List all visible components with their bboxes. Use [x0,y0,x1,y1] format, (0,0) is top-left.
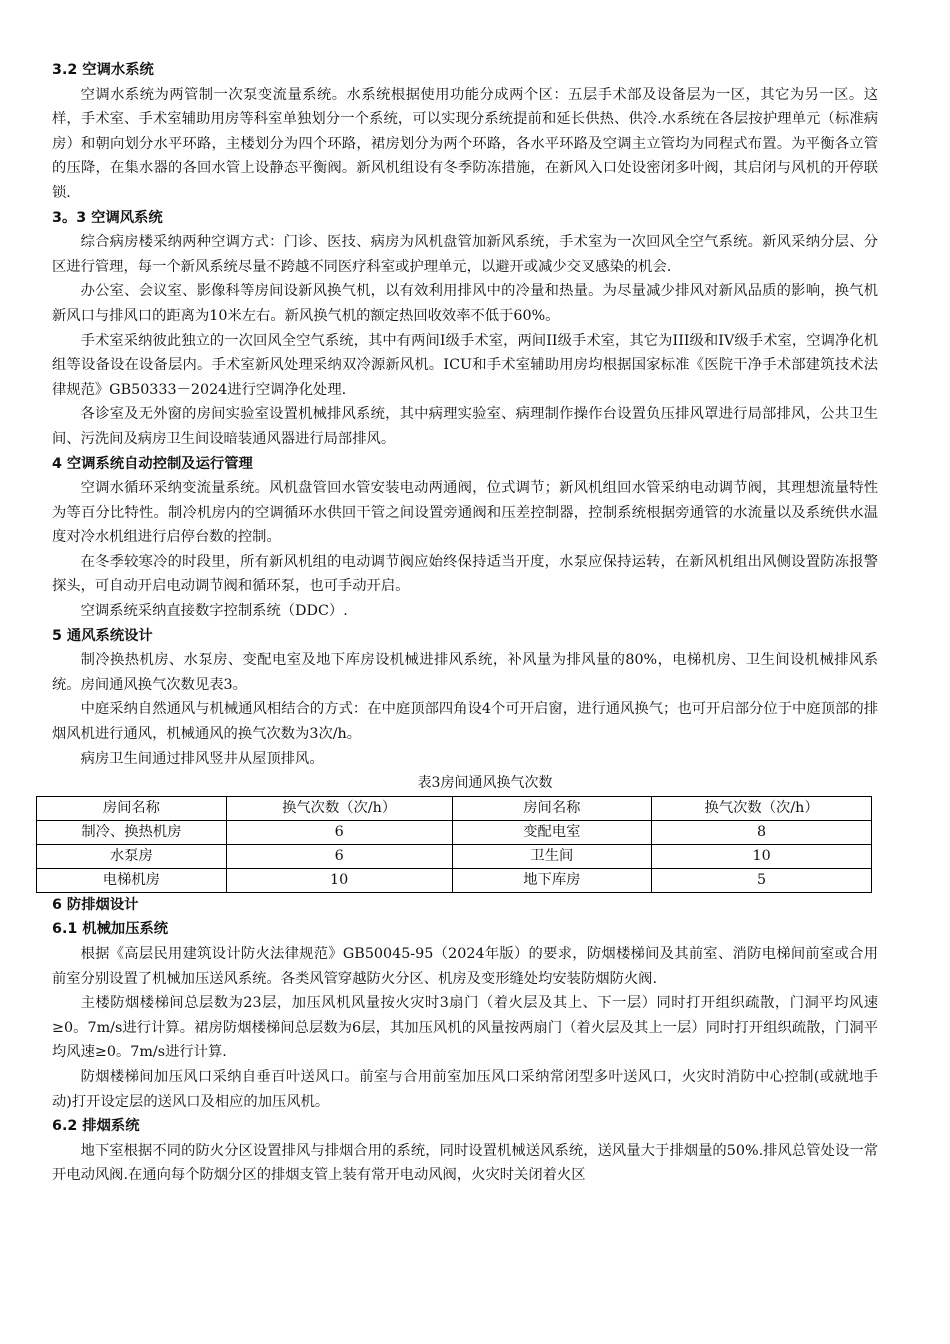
table-header-cell: 房间名称 [37,796,227,820]
table-cell: 变配电室 [452,820,652,844]
body-paragraph: 防烟楼梯间加压风口采纳自垂百叶送风口。前室与合用前室加压风口采纳常闭型多叶送风口，火灾时消防中心控制(或就地手动)打开设定层的送风口及相应的加压风机。 [52,1068,878,1110]
body-paragraph: 办公室、会议室、影像科等房间设新风换气机，以有效利用排风中的冷量和热量。为尽量减少排风对新风品质的影响，换气机新风口与排风口的距离为10米左右。新风换气机的额定热回收效率不低于60%。 [52,283,878,324]
body-paragraph: 制冷换热机房、水泵房、变配电室及地下库房设机械进排风系统，补风量为排风量的80%，电梯机房、卫生间设机械排风系统。房间通风换气次数见表3。 [52,652,878,693]
table-cell: 10 [226,868,452,892]
table-cell: 水泵房 [37,844,227,868]
body-paragraph: 空调水循环采纳变流量系统。风机盘管回水管安装电动两通阀，位式调节；新风机组回水管采纳电动调节阀，其理想流量特性为等百分比特性。制冷机房内的空调循环水供回干管之间设置旁通阀和压差控制器，控制系统根据旁通管的水流量以及系统供水温度对冷水机组进行启停台数的控制。 [52,480,878,546]
table-header-row [37,796,872,820]
table-row [37,820,872,844]
table-row [37,844,872,868]
body-paragraph: 地下室根据不同的防火分区设置排风与排烟合用的系统，同时设置机械送风系统，送风量大于排烟量的50%.排风总管处设一常开电动风阀.在通向每个防烟分区的排烟支管上装有常开电动风阀，火灾时关闭着火区 [52,1142,878,1184]
table-cell: 制冷、换热机房 [37,820,227,844]
section-heading: 3.2 空调水系统 [52,62,154,78]
body-paragraph: 病房卫生间通过排风竖井从屋顶排风。 [80,750,324,767]
body-paragraph: 各诊室及无外窗的房间实验室设置机械排风系统，其中病理实验室、病理制作操作台设置负压排风罩进行局部排风，公共卫生间、污洗间及病房卫生间设暗装通风器进行局部排风。 [52,406,878,447]
section-heading: 3。3 空调风系统 [52,209,163,226]
table-cell: 8 [652,820,872,844]
body-paragraph: 根据《高层民用建筑设计防火法律规范》GB50045-95（2024年版）的要求，防烟楼梯间及其前室、消防电梯间前室或合用前室分别设置了机械加压送风系统。各类风管穿越防火分区、机房及变形缝处均安装防烟防火阀. [52,946,878,987]
table-cell: 地下库房 [452,868,652,892]
body-paragraph: 空调系统采纳直接数字控制系统（DDC）. [80,603,348,620]
body-paragraph: 手术室采纳彼此独立的一次回风全空气系统，其中有两间I级手术室，两间II级手术室，其它为III级和IV级手术室，空调净化机组等设备设在设备层内。手术室新风处理采纳双冷源新风机。ICU和手术室辅助用房均根据国家标准《医院干净手术部建筑技术法律规范》GB50333－2024进行空调净化处理. [52,332,878,398]
section-heading: 6.2 排烟系统 [52,1118,140,1135]
ventilation-table [36,796,872,893]
table-header-cell: 房间名称 [452,796,652,820]
table-cell: 10 [652,844,872,868]
body-paragraph: 综合病房楼采纳两种空调方式：门诊、医技、病房为风机盘管加新风系统，手术室为一次回风全空气系统。新风采纳分层、分区进行管理，每一个新风系统尽量不跨越不同医疗科室或护理单元，以避开或减少交叉感染的机会. [52,234,878,275]
table-cell: 6 [226,820,452,844]
body-paragraph: 空调水系统为两管制一次泵变流量系统。水系统根据使用功能分成两个区：五层手术部及设备层为一区，其它为另一区。这样，手术室、手术室辅助用房等科室单独划分一个系统，可以实现分系统提前和延长供热、供冷.水系统在各层按护理单元（标准病房）和朝向划分水平环路，主楼划分为四个环路，裙房划分为两个环路，各水平环路及空调主立管均为同程式布置。为平衡各立管的压降，在集水器的各回水管上设静态平衡阀。新风机组设有冬季防冻措施，在新风入口处设密闭多叶阀，其启闭与风机的开停联锁. [52,86,878,201]
body-paragraph: 中庭采纳自然通风与机械通风相结合的方式：在中庭顶部四角设4个可开启窗，进行通风换气；也可开启部分位于中庭顶部的排烟风机进行通风，机械通风的换气次数为3次/h。 [52,701,878,743]
table-cell: 5 [652,868,872,892]
table-cell: 卫生间 [452,844,652,868]
table-header-cell: 换气次数（次/h） [652,796,872,820]
table-row [37,868,872,892]
table-caption: 表3房间通风换气次数 [417,775,553,792]
body-paragraph: 主楼防烟楼梯间总层数为23层，加压风机风量按火灾时3扇门（着火层及其上、下一层）同时打开组织疏散，门洞平均风速≥0。7m/s进行计算。裙房防烟楼梯间总层数为6层，其加压风机的风量按两扇门（着火层及其上一层）同时打开组织疏散，门洞平均风速≥0。7m/s进行计算. [52,995,878,1061]
body-paragraph: 在冬季较寒冷的时段里，所有新风机组的电动调节阀应始终保持适当开度，水泵应保持运转，在新风机组出风侧设置防冻报警探头，可自动开启电动调节阀和循环泵，也可手动开启。 [52,553,878,595]
section-heading: 6.1 机械加压系统 [52,921,169,938]
section-heading: 5 通风系统设计 [52,627,153,644]
table-cell: 6 [226,844,452,868]
table-header-cell: 换气次数（次/h） [226,796,452,820]
section-heading: 6 防排烟设计 [52,896,139,913]
section-heading: 4 空调系统自动控制及运行管理 [52,455,253,472]
table-cell: 电梯机房 [37,868,227,892]
